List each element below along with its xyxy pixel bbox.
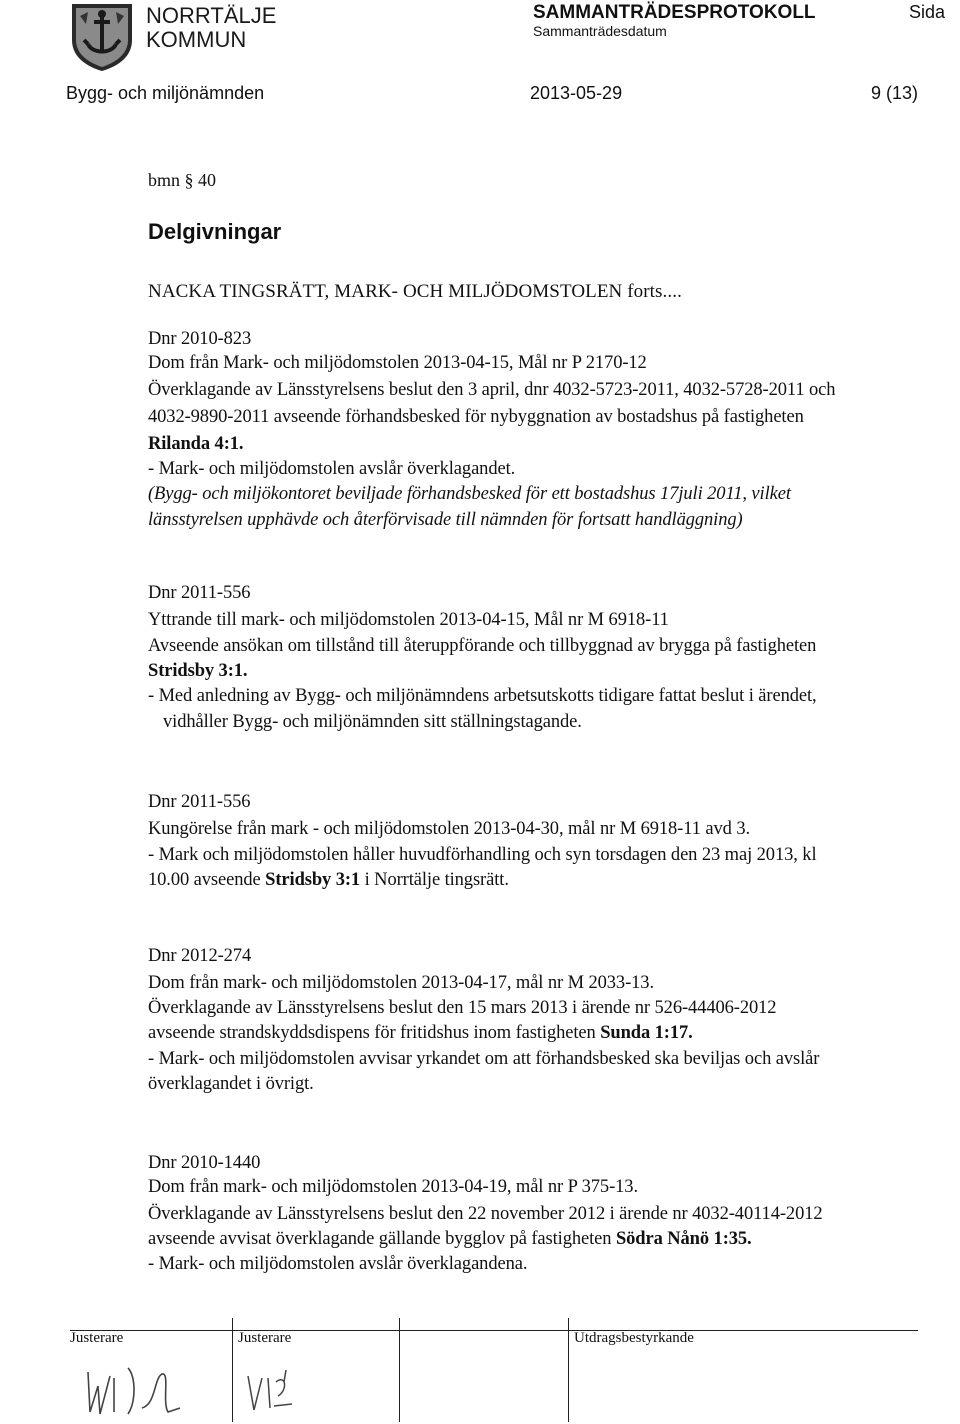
footer-divider: [232, 1318, 233, 1422]
entry-note: länsstyrelsen upphävde och återförvisade till nämnden för fortsatt handläggning): [148, 510, 743, 530]
page-title: Delgivningar: [148, 219, 282, 244]
entry-line: Dom från mark- och miljödomstolen 2013-04-17, mål nr M 2033-13.: [148, 973, 654, 993]
entry-line: [148, 869, 509, 891]
entry-line: Överklagande av Länsstyrelsens beslut den 22 november 2012 i ärende nr 4032-40114-2012: [148, 1204, 823, 1224]
board-name: Bygg- och miljönämnden: [66, 83, 265, 103]
entry-line: - Mark och miljödomstolen håller huvudförhandling och syn torsdagen den 23 maj 2013, kl: [148, 845, 817, 865]
property-name: Sunda 1:17.: [600, 1023, 693, 1043]
page-label: Sida: [909, 2, 946, 22]
municipal-coat-of-arms-icon: [66, 0, 138, 72]
property-name: Stridsby 3:1.: [148, 661, 248, 681]
court-heading: NACKA TINGSRÄTT, MARK- OCH MILJÖDOMSTOLEN forts....: [148, 281, 682, 302]
footer-label-adjuster-1: Justerare: [70, 1330, 124, 1346]
document-subtitle: Sammanträdesdatum: [533, 23, 667, 39]
entry-dnr: Dnr 2010-823: [148, 329, 252, 349]
signature-adjuster-1: [84, 1358, 184, 1420]
entry-dnr: Dnr 2012-274: [148, 946, 252, 966]
entry-text: avseende strandskyddsdispens för fritidshus inom fastigheten: [148, 1023, 601, 1043]
signature-adjuster-2: [244, 1362, 304, 1418]
property-name: Södra Nånö 1:35.: [615, 1229, 752, 1249]
entry-line: [148, 1022, 693, 1044]
paragraph-reference: [148, 170, 216, 191]
meeting-date: 2013-05-29: [530, 83, 623, 103]
page-number: 9 (13): [871, 83, 919, 103]
entry-dnr: Dnr 2010-1440: [148, 1153, 261, 1173]
entry-line: [148, 1228, 752, 1250]
property-name: Stridsby 3:1: [265, 870, 361, 890]
entry-line: Överklagande av Länsstyrelsens beslut den 15 mars 2013 i ärende nr 526-44406-2012: [148, 998, 777, 1018]
property-name: Rilanda 4:1.: [148, 434, 244, 454]
section-symbol: §: [184, 170, 194, 190]
org-name-line2: KOMMUN: [146, 27, 247, 52]
entry-dnr: Dnr 2011-556: [148, 792, 251, 812]
entry-line: Avseende ansökan om tillstånd till återuppförande och tillbyggnad av brygga på fastigheten: [148, 636, 817, 656]
entry-line: - Mark- och miljödomstolen avslår överklagandena.: [148, 1254, 528, 1274]
entry-line: 4032-9890-2011 avseende förhandsbesked för nybyggnation av bostadshus på fastigheten: [148, 407, 804, 427]
entry-line: - Mark- och miljödomstolen avvisar yrkandet om att förhandsbesked ska beviljas och avslår: [148, 1049, 820, 1069]
entry-line: - Med anledning av Bygg- och miljönämndens arbetsutskotts tidigare fattat beslut i ärendet,: [148, 686, 817, 706]
entry-line: vidhåller Bygg- och miljönämnden sitt ställningstagande.: [163, 712, 582, 732]
org-name-line1: NORRTÄLJE: [146, 3, 277, 28]
entry-line: Överklagande av Länsstyrelsens beslut den 3 april, dnr 4032-5723-2011, 4032-5728-2011 och: [148, 380, 836, 400]
footer-label-certifier: Utdragsbestyrkande: [574, 1330, 694, 1346]
entry-line: Dom från mark- och miljödomstolen 2013-04-19, mål nr P 375-13.: [148, 1177, 638, 1197]
entry-line: överklagandet i övrigt.: [148, 1074, 314, 1094]
footer-divider: [399, 1318, 400, 1422]
entry-note: (Bygg- och miljökontoret beviljade förhandsbesked för ett bostadshus 17juli 2011, vilket: [148, 484, 791, 504]
entry-dnr: Dnr 2011-556: [148, 583, 251, 603]
document-type: SAMMANTRÄDESPROTOKOLL: [533, 2, 816, 23]
entry-line: Dom från Mark- och miljödomstolen 2013-04-15, Mål nr P 2170-12: [148, 353, 647, 373]
entry-text: avseende avvisat överklagande gällande bygglov på fastigheten: [148, 1229, 616, 1249]
paragraph-prefix: bmn: [148, 170, 181, 190]
footer-rule: [70, 1330, 918, 1331]
paragraph-number: 40: [198, 170, 217, 190]
entry-text: 10.00 avseende: [148, 870, 266, 890]
entry-line: - Mark- och miljödomstolen avslår överklagandet.: [148, 459, 516, 479]
footer-label-adjuster-2: Justerare: [238, 1330, 292, 1346]
footer-divider: [568, 1318, 569, 1422]
entry-line: Kungörelse från mark - och miljödomstolen 2013-04-30, mål nr M 6918-11 avd 3.: [148, 819, 750, 839]
entry-line: Yttrande till mark- och miljödomstolen 2013-04-15, Mål nr M 6918-11: [148, 610, 669, 630]
entry-text: i Norrtälje tingsrätt.: [360, 870, 509, 890]
